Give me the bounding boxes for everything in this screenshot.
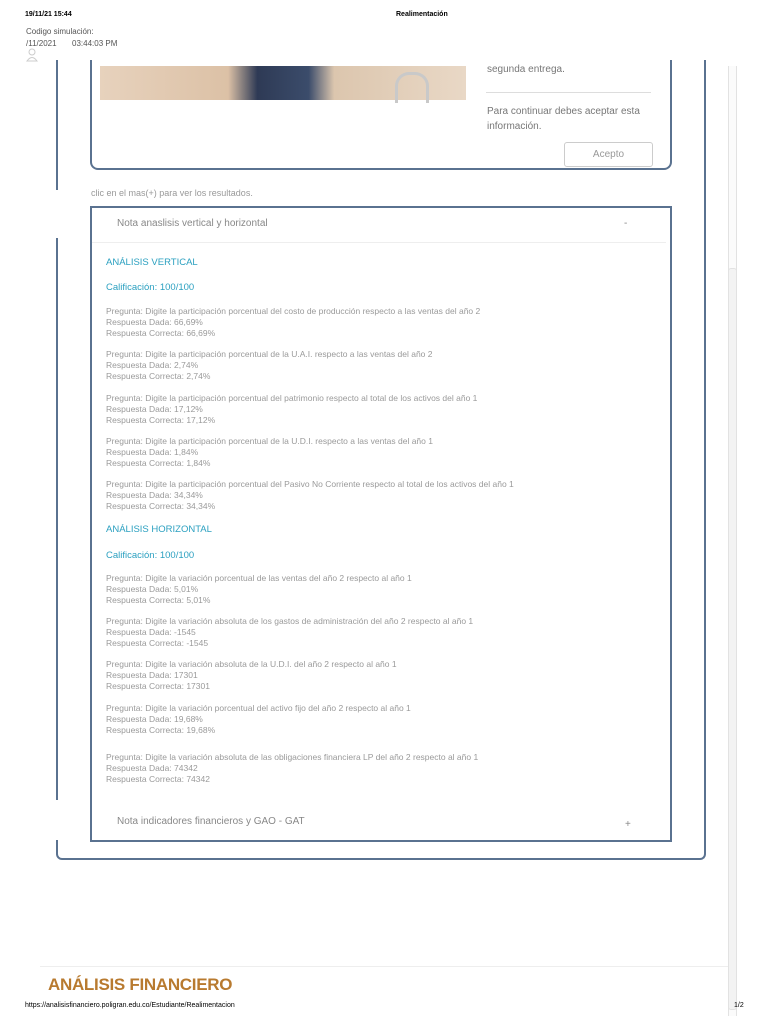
- question-text: Pregunta: Digite la variación porcentual de las ventas del año 2 respecto al año 1: [106, 573, 412, 583]
- expand-toggle[interactable]: +: [625, 819, 631, 830]
- collapse-toggle[interactable]: -: [624, 218, 628, 229]
- print-datetime: 19/11/21 15:44: [25, 11, 72, 18]
- given-answer: Respuesta Dada: 19,68%: [106, 714, 203, 724]
- question-text: Pregunta: Digite la variación absoluta de la U.D.I. del año 2 respecto al año 1: [106, 659, 397, 669]
- correct-answer: Respuesta Correcta: 74342: [106, 774, 210, 784]
- notice-divider: [486, 92, 651, 93]
- vertical-analysis-title: ANÁLISIS VERTICAL: [106, 257, 198, 268]
- given-answer: Respuesta Dada: 34,34%: [106, 490, 203, 500]
- list-item: [106, 752, 478, 785]
- accordion-title-indicadores[interactable]: Nota indicadores financieros y GAO - GAT: [117, 816, 305, 827]
- question-text: Pregunta: Digite la participación porcentual del patrimonio respecto al total de los activos del año 1: [106, 393, 478, 403]
- page-number: 1/2: [734, 1002, 744, 1009]
- question-text: Pregunta: Digite la variación absoluta de las obligaciones financiera LP del año 2 respecto al año 1: [106, 752, 479, 762]
- notice-text-1: segunda entrega.: [487, 64, 565, 75]
- list-item: [106, 573, 412, 606]
- simulation-time: 03:44:03 PM: [72, 39, 118, 48]
- correct-answer: Respuesta Correcta: 34,34%: [106, 501, 216, 511]
- accept-button[interactable]: Acepto: [564, 142, 653, 167]
- question-text: Pregunta: Digite la participación porcentual del Pasivo No Corriente respecto al total de los activos del año 1: [106, 479, 514, 489]
- list-item: [106, 436, 433, 469]
- footer-divider: [40, 966, 728, 967]
- notice-image-detail: [395, 72, 429, 103]
- vertical-analysis-grade: Calificación: 100/100: [106, 282, 195, 293]
- list-item: [106, 479, 514, 512]
- horizontal-analysis-title: ANÁLISIS HORIZONTAL: [106, 524, 212, 535]
- given-answer: Respuesta Dada: 2,74%: [106, 360, 199, 370]
- question-text: Pregunta: Digite la participación porcentual del costo de producción respecto a las ventas del año 2: [106, 306, 481, 316]
- print-page-title: Realimentación: [396, 11, 448, 18]
- correct-answer: Respuesta Correcta: 17301: [106, 681, 210, 691]
- scrollbar-thumb[interactable]: [728, 268, 737, 1010]
- horizontal-analysis-grade: Calificación: 100/100: [106, 550, 195, 561]
- notice-text-2: Para continuar debes aceptar esta: [487, 106, 640, 117]
- margin-cover: [30, 800, 90, 840]
- correct-answer: Respuesta Correcta: 66,69%: [106, 328, 216, 338]
- question-text: Pregunta: Digite la variación porcentual del activo fijo del año 2 respecto al año 1: [106, 703, 411, 713]
- correct-answer: Respuesta Correcta: 5,01%: [106, 595, 211, 605]
- list-item: [106, 703, 411, 736]
- codigo-simulacion-label: Codigo simulación:: [26, 27, 94, 36]
- list-item: [106, 659, 397, 692]
- question-text: Pregunta: Digite la participación porcentual de la U.A.I. respecto a las ventas del año 2: [106, 349, 433, 359]
- correct-answer: Respuesta Correcta: 1,84%: [106, 458, 211, 468]
- margin-cover: [30, 190, 90, 238]
- given-answer: Respuesta Dada: 5,01%: [106, 584, 199, 594]
- simulation-date: /11/2021: [26, 39, 57, 48]
- given-answer: Respuesta Dada: -1545: [106, 627, 196, 637]
- notice-text-3: información.: [487, 121, 542, 132]
- list-item: [106, 306, 480, 339]
- correct-answer: Respuesta Correcta: 17,12%: [106, 415, 216, 425]
- list-item: [106, 616, 473, 649]
- question-text: Pregunta: Digite la participación porcentual de la U.D.I. respecto a las ventas del año 1: [106, 436, 433, 446]
- given-answer: Respuesta Dada: 74342: [106, 763, 198, 773]
- brand-logo: ANÁLISIS FINANCIERO: [48, 975, 233, 994]
- page-url: https://analisisfinanciero.poligran.edu.co/Estudiante/Realimentacion: [25, 1002, 235, 1009]
- given-answer: Respuesta Dada: 17,12%: [106, 404, 203, 414]
- list-item: [106, 393, 477, 426]
- list-item: [106, 349, 433, 382]
- given-answer: Respuesta Dada: 1,84%: [106, 447, 199, 457]
- correct-answer: Respuesta Correcta: 2,74%: [106, 371, 211, 381]
- question-text: Pregunta: Digite la variación absoluta de los gastos de administración del año 2 respecto al año 1: [106, 616, 474, 626]
- user-icon: [26, 48, 38, 62]
- accordion-title-vertical-horizontal[interactable]: Nota anaslisis vertical y horizontal: [117, 218, 268, 229]
- given-answer: Respuesta Dada: 66,69%: [106, 317, 203, 327]
- correct-answer: Respuesta Correcta: -1545: [106, 638, 209, 648]
- results-hint: clic en el mas(+) para ver los resultados.: [91, 188, 253, 198]
- given-answer: Respuesta Dada: 17301: [106, 670, 198, 680]
- correct-answer: Respuesta Correcta: 19,68%: [106, 725, 216, 735]
